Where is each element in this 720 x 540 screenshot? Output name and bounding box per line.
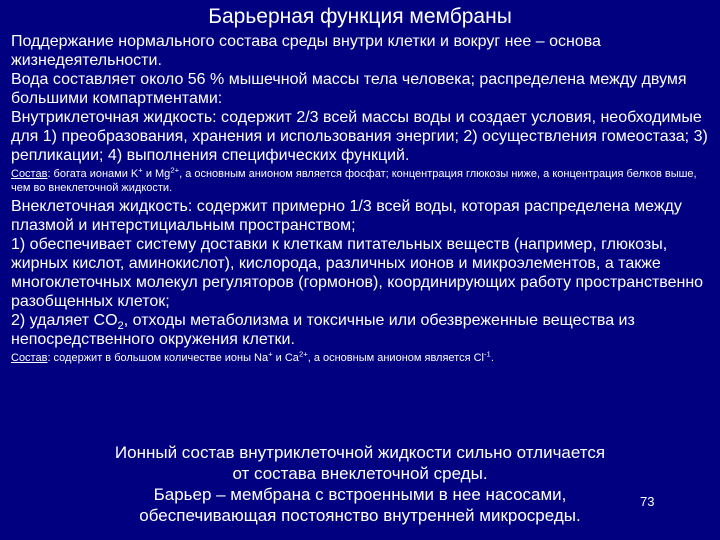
slide-body: [11, 32, 711, 367]
paragraph-extracellular: Внеклеточная жидкость: содержит примерно 1/3 всей воды, которая распределена между плазмой и интерстициальным пространством;: [11, 198, 682, 234]
composition-label: Состав: [11, 168, 48, 180]
composition-text: .: [490, 352, 494, 364]
superscript: +: [138, 165, 143, 175]
slide-title: Барьерная функция мембраны: [208, 5, 512, 28]
superscript: 2+: [170, 165, 180, 175]
composition-text: и Mg: [142, 168, 171, 180]
composition-text: , а основным анионом является фосфат; концентрация глюкозы ниже, а концентрация белков выше, чем во внеклеточной жидкости.: [11, 168, 697, 194]
conclusion-line: обеспечивающая постоянство внутренней микросреды.: [139, 506, 581, 525]
paragraph-water: Вода составляет около 56 % мышечной массы тела человека; распределена между двумя большими компартментами:: [11, 71, 687, 107]
conclusion-line: от состава внеклеточной среды.: [232, 464, 488, 483]
item2-text: 2) удаляет CO: [11, 312, 118, 329]
paragraph-intracellular: Внутриклеточная жидкость: содержит 2/3 всей массы воды и создает условия, необходимые для 1) преобразования, хранения и использования энергии; 2) осуществления гомеостаза; 3) репликации; 4) выполнения специфических функций.: [11, 109, 708, 164]
composition-intracellular: [11, 167, 711, 195]
composition-text: : богата ионами K: [47, 168, 139, 180]
composition-extracellular: [11, 351, 711, 365]
paragraph-extracellular-item1: 1) обеспечивает систему доставки к клеткам питательных веществ (например, глюкозы, жирных кислот, аминокислот), кислорода, различных ионов и микроэлементов, а также многоклеточных молекул регуляторов (гормонов), координирующих работу пространственно разобщенных клеток;: [11, 236, 704, 310]
superscript: +: [268, 349, 273, 359]
item2-text: , отходы метаболизма и токсичные или обезвреженные вещества из непосредственного окружения клетки.: [11, 312, 635, 348]
composition-text: , а основным анионом является Cl: [307, 352, 484, 364]
conclusion: [60, 442, 660, 526]
composition-text: : содержит в большом количестве ионы Na: [47, 352, 269, 364]
subscript: 2: [117, 320, 124, 333]
conclusion-line: Ионный состав внутриклеточной жидкости сильно отличается: [114, 443, 606, 462]
superscript: -1: [484, 349, 491, 359]
composition-text: и Ca: [272, 352, 299, 364]
conclusion-line: Барьер – мембрана с встроенными в нее насосами,: [153, 485, 567, 504]
composition-label: Состав: [11, 352, 48, 364]
page-number: 73: [640, 494, 655, 509]
paragraph-extracellular-item2: [11, 311, 711, 349]
paragraph-intro: Поддержание нормального состава среды внутри клетки и вокруг нее – основа жизнедеятельности.: [11, 33, 601, 69]
superscript: 2+: [298, 349, 308, 359]
